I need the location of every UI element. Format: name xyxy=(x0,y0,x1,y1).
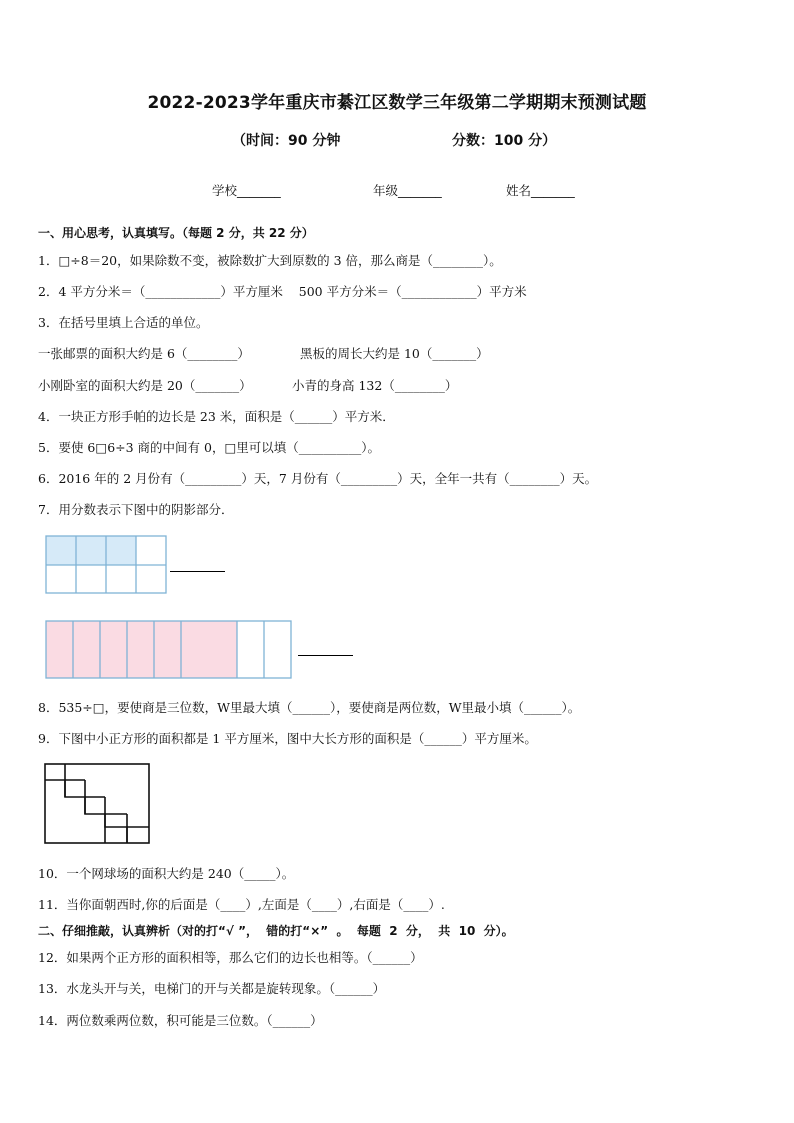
question-3b: 黑板的周长大约是 10（_______） xyxy=(300,346,489,361)
question-2: 2．4 平方分米＝（____________）平方厘米 500 平方分米＝（____________）平方米 xyxy=(38,284,527,299)
question-3c: 小刚卧室的面积大约是 20（_______） xyxy=(38,378,252,393)
question-6: 6．2016 年的 2 月份有（_________）天，7 月份有（_________）天，全年一共有（________）天。 xyxy=(38,471,598,486)
question-1: 1．□÷8＝20，如果除数不变，被除数扩大到原数的 3 倍，那么商是（________）。 xyxy=(38,253,502,268)
fraction-figure-grid xyxy=(45,535,167,595)
staircase-rectangle-figure xyxy=(43,762,153,846)
question-12: 12．如果两个正方形的面积相等，那么它们的边长也相等。（______） xyxy=(38,950,423,965)
school-field[interactable]: 学校_______ xyxy=(212,183,281,198)
question-14: 14．两位数乘两位数，积可能是三位数。（______） xyxy=(38,1013,323,1028)
section-2-heading: 二、仔细推敲，认真辨析（对的打“√ ”， 错的打“×” 。 每题 2 分， 共 10 分）。 xyxy=(38,924,514,938)
exam-score: 分数：100 分） xyxy=(452,133,557,149)
answer-line-fig2[interactable] xyxy=(298,655,353,656)
question-3d: 小青的身高 132（________） xyxy=(292,378,458,393)
question-11: 11．当你面朝西时,你的后面是（____）,左面是（____）,右面是（____）. xyxy=(38,897,445,912)
exam-time: （时间：90 分钟 xyxy=(232,133,341,149)
page-title: 2022-2023学年重庆市綦江区数学三年级第二学期期末预测试题 xyxy=(147,93,647,113)
name-field[interactable]: 姓名_______ xyxy=(506,183,575,198)
grade-field[interactable]: 年级_______ xyxy=(373,183,442,198)
question-5: 5．要使 6□6÷3 商的中间有 0，□里可以填（__________）。 xyxy=(38,440,381,455)
question-3: 3．在括号里填上合适的单位。 xyxy=(38,315,209,330)
question-4: 4．一块正方形手帕的边长是 23 米，面积是（______）平方米． xyxy=(38,409,395,424)
question-10: 10．一个网球场的面积大约是 240（_____）。 xyxy=(38,866,295,881)
question-13: 13．水龙头开与关，电梯门的开与关都是旋转现象。（______） xyxy=(38,981,386,996)
section-1-heading: 一、用心思考，认真填写。（每题 2 分，共 22 分） xyxy=(38,226,314,240)
question-9: 9．下图中小正方形的面积都是 1 平方厘米，图中大长方形的面积是（______）平方厘米。 xyxy=(38,731,537,746)
fraction-figure-bar xyxy=(45,620,293,680)
answer-line-fig1[interactable] xyxy=(170,571,225,572)
question-7: 7．用分数表示下图中的阴影部分． xyxy=(38,502,234,517)
question-3a: 一张邮票的面积大约是 6（________） xyxy=(38,346,250,361)
question-8: 8．535÷□，要使商是三位数，W里最大填（______），要使商是两位数，W里最小填（______）。 xyxy=(38,700,581,715)
